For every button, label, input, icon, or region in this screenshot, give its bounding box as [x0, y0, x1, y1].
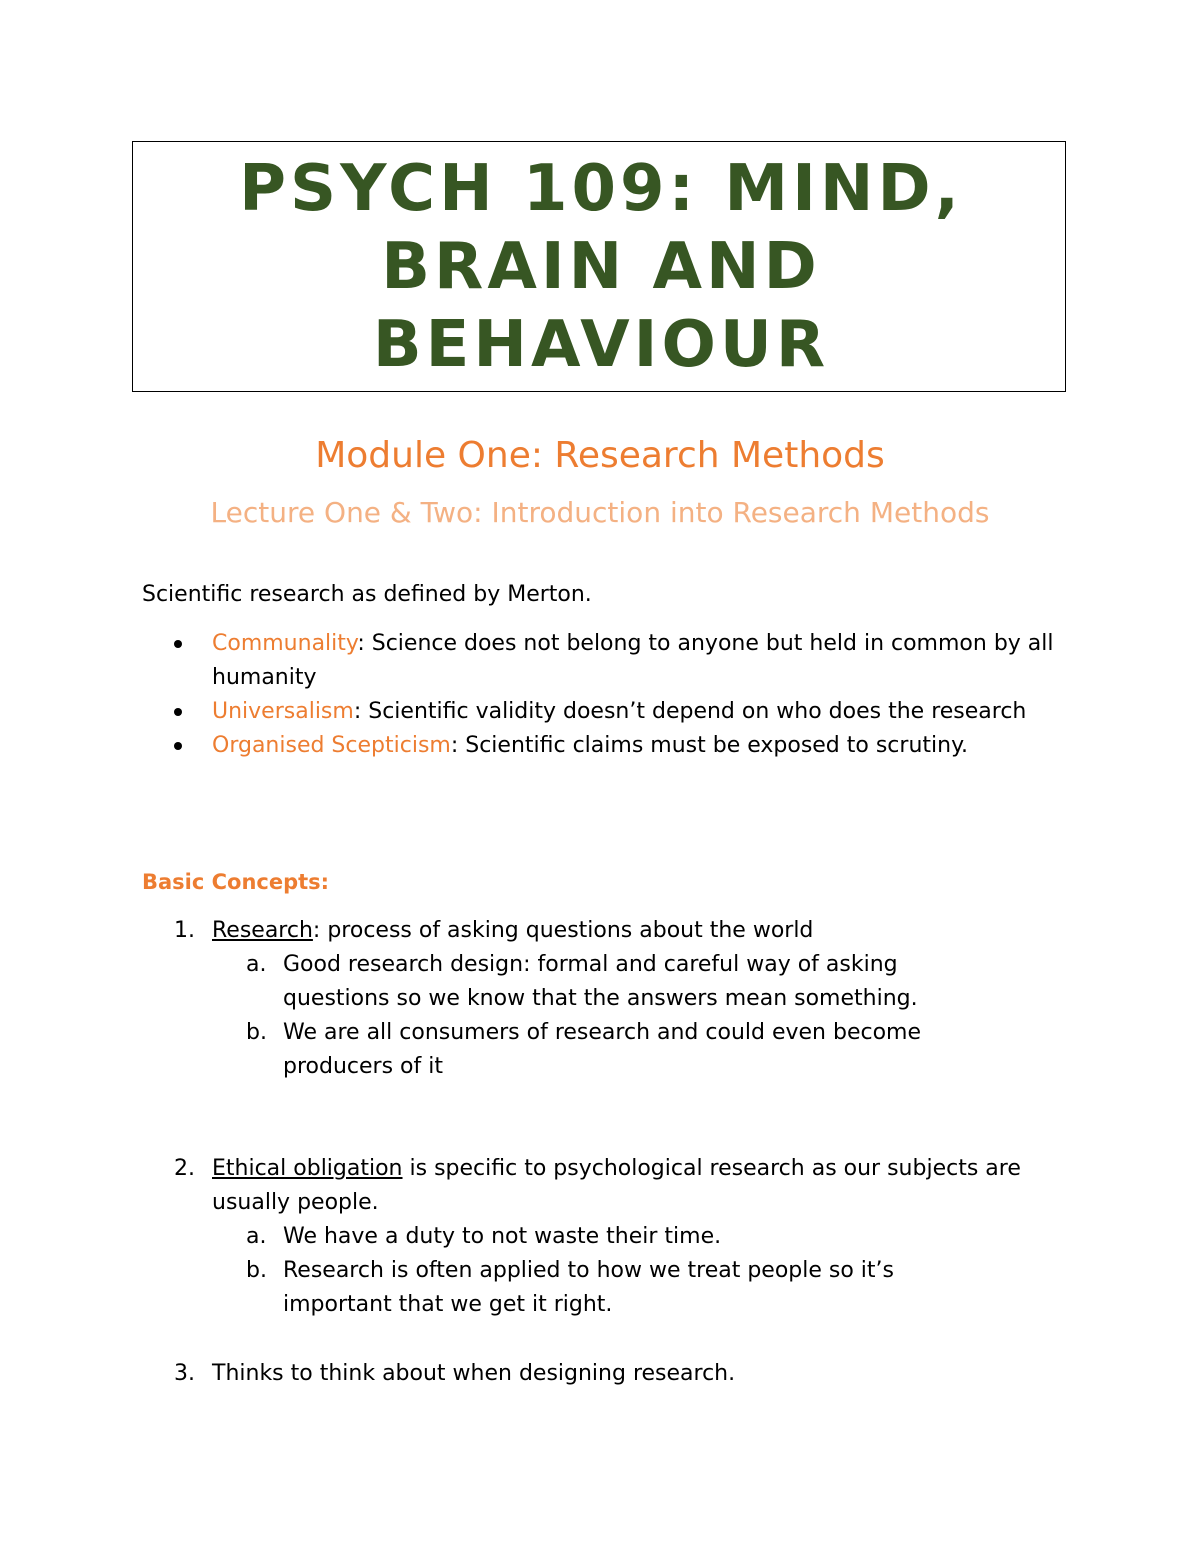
- sub-item: [246, 1016, 983, 1084]
- norm-term: Universalism: [212, 699, 354, 724]
- concept-term: Research: [212, 918, 313, 943]
- item-number: 1.: [174, 918, 195, 943]
- merton-norms-list: [170, 627, 1060, 763]
- sub-item-marker: a.: [246, 1224, 267, 1249]
- bullet-icon: [174, 708, 182, 716]
- sub-item: [246, 1254, 983, 1322]
- concept-description: : process of asking questions about the world: [312, 918, 814, 943]
- norm-text: : Science does not belong to anyone but held in common by all humanity: [212, 631, 1054, 690]
- title-line-3: BEHAVIOUR: [372, 307, 830, 382]
- concept-description: Thinks to think about when designing research.: [212, 1361, 736, 1386]
- sub-item-marker: b.: [246, 1258, 267, 1283]
- concept-item: [170, 1357, 1060, 1391]
- sub-item-marker: b.: [246, 1020, 267, 1045]
- bullet-icon: [174, 640, 182, 648]
- concept-text: [170, 914, 1060, 948]
- section-heading: Basic Concepts:: [142, 870, 330, 894]
- concept-term: Ethical obligation: [212, 1156, 403, 1181]
- sub-item-marker: a.: [246, 952, 267, 977]
- concept-item: [170, 914, 1060, 1084]
- item-number: 3.: [174, 1361, 195, 1386]
- lecture-heading: Lecture One & Two: Introduction into Research Methods: [210, 496, 990, 529]
- norm-item: [170, 695, 1060, 729]
- norm-term: Communality: [212, 631, 358, 656]
- norm-item: [170, 729, 1060, 763]
- concept-description: is specific to psychological research as our subjects are usually people.: [212, 1156, 1021, 1215]
- bullet-icon: [174, 742, 182, 750]
- sub-list: [170, 1220, 1060, 1322]
- title-line-1: PSYCH 109: MIND,: [239, 151, 963, 226]
- concept-text: [170, 1357, 1060, 1391]
- sub-list: [170, 948, 1060, 1084]
- title-line-2: BRAIN AND: [381, 229, 821, 304]
- item-number: 2.: [174, 1156, 195, 1181]
- title-box: [132, 141, 1066, 392]
- sub-item: [246, 1220, 983, 1254]
- norm-item: [170, 627, 1060, 695]
- norm-term: Organised Scepticism: [212, 733, 451, 758]
- sub-item-text: Research is often applied to how we treat people so it’s important that we get it right.: [283, 1258, 895, 1317]
- sub-item-text: We are all consumers of research and could even become producers of it: [283, 1020, 921, 1079]
- module-heading: Module One: Research Methods: [315, 435, 885, 476]
- sub-item-text: We have a duty to not waste their time.: [283, 1224, 722, 1249]
- sub-item: [246, 948, 963, 1016]
- sub-item-text: Good research design: formal and careful way of asking questions so we know that the answers mean something.: [283, 952, 918, 1011]
- intro-paragraph: Scientific research as defined by Merton.: [142, 582, 592, 607]
- document-title: [167, 150, 1031, 384]
- concept-text: [170, 1152, 1060, 1220]
- concept-item: [170, 1152, 1060, 1322]
- norm-text: : Scientific claims must be exposed to scrutiny.: [450, 733, 968, 758]
- norm-text: : Scientific validity doesn’t depend on who does the research: [353, 699, 1027, 724]
